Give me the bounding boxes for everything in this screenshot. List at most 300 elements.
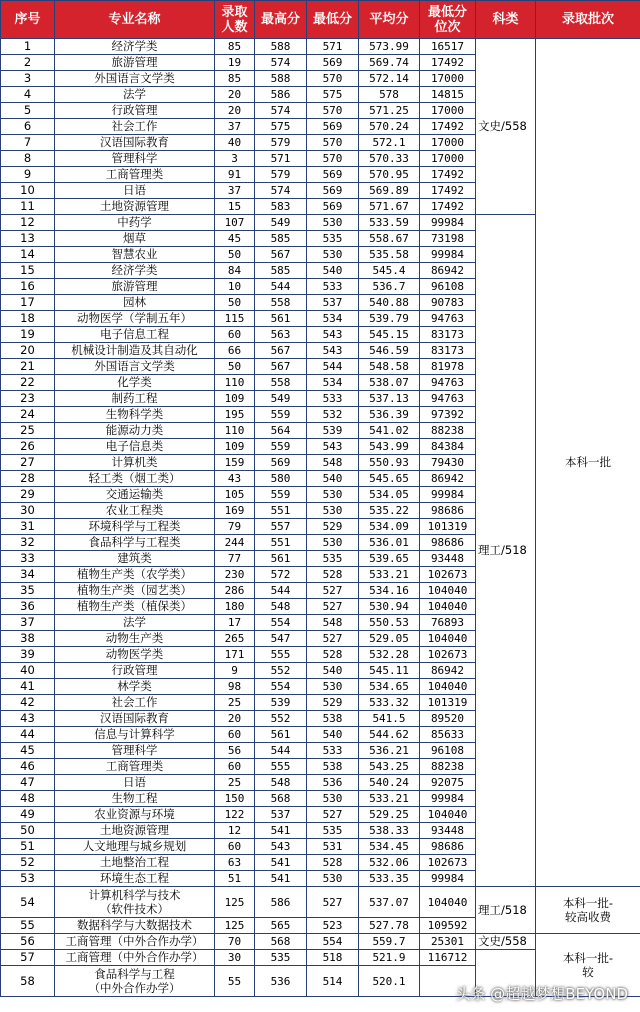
- row-admitted: 265: [215, 631, 255, 647]
- row-seq: 9: [1, 167, 55, 183]
- row-seq: 1: [1, 39, 55, 55]
- row-avg: 540.88: [359, 295, 420, 311]
- row-major: 行政管理: [55, 103, 215, 119]
- row-avg: 536.21: [359, 743, 420, 759]
- row-min: 554: [307, 934, 359, 950]
- row-seq: 40: [1, 663, 55, 679]
- row-admitted: 125: [215, 887, 255, 918]
- row-min: 533: [307, 391, 359, 407]
- row-min-rank: 17492: [420, 167, 476, 183]
- row-min: 530: [307, 679, 359, 695]
- row-major: 环境生态工程: [55, 871, 215, 887]
- row-admitted: 60: [215, 327, 255, 343]
- row-min: 532: [307, 407, 359, 423]
- row-major: 环境科学与工程类: [55, 519, 215, 535]
- row-min: 540: [307, 263, 359, 279]
- subject-wenshi-2: 文史/558: [476, 934, 536, 950]
- row-seq: 18: [1, 311, 55, 327]
- row-admitted: 115: [215, 311, 255, 327]
- row-min-rank: 98686: [420, 503, 476, 519]
- row-seq: 34: [1, 567, 55, 583]
- row-min-rank: 88238: [420, 759, 476, 775]
- row-avg: 570.24: [359, 119, 420, 135]
- row-max: 554: [255, 615, 307, 631]
- row-admitted: 77: [215, 551, 255, 567]
- row-min: 538: [307, 711, 359, 727]
- row-max: 579: [255, 167, 307, 183]
- row-major: 计算机类: [55, 455, 215, 471]
- row-admitted: 169: [215, 503, 255, 519]
- row-max: 579: [255, 135, 307, 151]
- row-min-rank: 17000: [420, 71, 476, 87]
- row-seq: 35: [1, 583, 55, 599]
- row-seq: 21: [1, 359, 55, 375]
- row-admitted: 40: [215, 135, 255, 151]
- row-min: 543: [307, 343, 359, 359]
- row-min-rank: 109592: [420, 918, 476, 934]
- row-max: 558: [255, 375, 307, 391]
- row-avg: 572.14: [359, 71, 420, 87]
- row-min-rank: 99984: [420, 247, 476, 263]
- row-seq: 50: [1, 823, 55, 839]
- row-min: 536: [307, 775, 359, 791]
- row-max: 554: [255, 679, 307, 695]
- row-major: 信息与计算科学: [55, 727, 215, 743]
- row-min-rank: 98686: [420, 839, 476, 855]
- row-major: 汉语国际教育: [55, 711, 215, 727]
- row-major: 日语: [55, 183, 215, 199]
- row-admitted: 25: [215, 775, 255, 791]
- row-seq: 8: [1, 151, 55, 167]
- row-seq: 19: [1, 327, 55, 343]
- row-avg: 536.01: [359, 535, 420, 551]
- row-admitted: 3: [215, 151, 255, 167]
- row-max: 541: [255, 823, 307, 839]
- row-avg: 539.65: [359, 551, 420, 567]
- row-avg: 545.15: [359, 327, 420, 343]
- row-avg: 537.07: [359, 887, 420, 918]
- batch-high-fee-2: 本科一批- 较: [536, 934, 640, 997]
- row-major: 旅游管理: [55, 279, 215, 295]
- row-min-rank: 16517: [420, 39, 476, 55]
- row-major: 工商管理（中外合作办学）: [55, 950, 215, 966]
- row-max: 551: [255, 503, 307, 519]
- row-min-rank: 104040: [420, 583, 476, 599]
- row-max: 588: [255, 39, 307, 55]
- row-min-rank: 98686: [420, 535, 476, 551]
- row-major: 化学类: [55, 375, 215, 391]
- row-avg: 532.28: [359, 647, 420, 663]
- row-max: 558: [255, 295, 307, 311]
- row-min-rank: 79430: [420, 455, 476, 471]
- batch-first: 本科一批: [536, 39, 640, 887]
- row-admitted: 50: [215, 295, 255, 311]
- row-admitted: 79: [215, 519, 255, 535]
- row-min-rank: 99984: [420, 487, 476, 503]
- row-major: 行政管理: [55, 663, 215, 679]
- row-major: 计算机科学与技术 （软件技术）: [55, 887, 215, 918]
- row-min-rank: 97392: [420, 407, 476, 423]
- row-avg: 573.99: [359, 39, 420, 55]
- row-min: 575: [307, 87, 359, 103]
- row-min-rank: 101319: [420, 695, 476, 711]
- row-min: 529: [307, 519, 359, 535]
- row-major: 工商管理类: [55, 167, 215, 183]
- row-min: 527: [307, 599, 359, 615]
- row-seq: 32: [1, 535, 55, 551]
- row-avg: 534.09: [359, 519, 420, 535]
- header-admitted: 录取 人数: [215, 1, 255, 39]
- row-major: 外国语言文学类: [55, 71, 215, 87]
- row-min: 530: [307, 791, 359, 807]
- header-avg: 平均分: [359, 1, 420, 39]
- row-min-rank: 90783: [420, 295, 476, 311]
- row-major: 中药学: [55, 215, 215, 231]
- row-min: 530: [307, 871, 359, 887]
- subject-ligong-2: 理工/518: [476, 887, 536, 934]
- row-min: 570: [307, 135, 359, 151]
- row-major: 农业资源与环境: [55, 807, 215, 823]
- row-min: 548: [307, 455, 359, 471]
- row-min: 528: [307, 567, 359, 583]
- row-seq: 48: [1, 791, 55, 807]
- row-major: 植物生产类（园艺类）: [55, 583, 215, 599]
- row-seq: 24: [1, 407, 55, 423]
- row-min: 533: [307, 743, 359, 759]
- row-seq: 5: [1, 103, 55, 119]
- row-seq: 2: [1, 55, 55, 71]
- row-avg: 578: [359, 87, 420, 103]
- row-min-rank: 88238: [420, 423, 476, 439]
- row-avg: 545.11: [359, 663, 420, 679]
- row-seq: 6: [1, 119, 55, 135]
- row-min: 527: [307, 807, 359, 823]
- row-avg: 571.25: [359, 103, 420, 119]
- row-max: 586: [255, 887, 307, 918]
- row-major: 农业工程类: [55, 503, 215, 519]
- row-max: 561: [255, 551, 307, 567]
- row-min: 530: [307, 503, 359, 519]
- row-seq: 43: [1, 711, 55, 727]
- row-max: 549: [255, 391, 307, 407]
- row-avg: 540.24: [359, 775, 420, 791]
- row-major: 轻工类（烟工类）: [55, 471, 215, 487]
- row-min: 548: [307, 615, 359, 631]
- row-min-rank: 93448: [420, 551, 476, 567]
- row-admitted: 110: [215, 423, 255, 439]
- row-major: 经济学类: [55, 39, 215, 55]
- row-min-rank: 83173: [420, 327, 476, 343]
- row-major: 食品科学与工程类: [55, 535, 215, 551]
- row-avg: 533.21: [359, 791, 420, 807]
- row-admitted: 56: [215, 743, 255, 759]
- row-admitted: 51: [215, 871, 255, 887]
- row-admitted: 10: [215, 279, 255, 295]
- row-min: 540: [307, 471, 359, 487]
- subject-wenshi: 文史/558: [476, 39, 536, 215]
- row-seq: 37: [1, 615, 55, 631]
- row-admitted: 60: [215, 759, 255, 775]
- row-major: 工商管理（中外合作办学）: [55, 934, 215, 950]
- header-subject: 科类: [476, 1, 536, 39]
- row-min-rank: 89520: [420, 711, 476, 727]
- row-max: 544: [255, 743, 307, 759]
- row-max: 555: [255, 759, 307, 775]
- row-min-rank: 93448: [420, 823, 476, 839]
- subject-ligong: 理工/518: [476, 215, 536, 887]
- row-seq: 51: [1, 839, 55, 855]
- row-seq: 38: [1, 631, 55, 647]
- row-min: 569: [307, 183, 359, 199]
- row-seq: 49: [1, 807, 55, 823]
- row-min: 527: [307, 631, 359, 647]
- row-avg: 550.93: [359, 455, 420, 471]
- row-avg: 530.94: [359, 599, 420, 615]
- row-seq: 30: [1, 503, 55, 519]
- row-major: 植物生产类（农学类）: [55, 567, 215, 583]
- row-avg: 529.05: [359, 631, 420, 647]
- row-min-rank: 76893: [420, 615, 476, 631]
- row-major: 动物医学类: [55, 647, 215, 663]
- row-min: 543: [307, 439, 359, 455]
- row-avg: 532.06: [359, 855, 420, 871]
- watermark: 头条 @超越梦想BEYOND: [455, 985, 628, 1003]
- row-avg: 570.95: [359, 167, 420, 183]
- header-min-rank: 最低分 位次: [420, 1, 476, 39]
- header-major: 专业名称: [55, 1, 215, 39]
- row-min-rank: 104040: [420, 807, 476, 823]
- row-admitted: 63: [215, 855, 255, 871]
- row-max: 552: [255, 663, 307, 679]
- row-max: 585: [255, 231, 307, 247]
- row-avg: 545.65: [359, 471, 420, 487]
- row-seq: 14: [1, 247, 55, 263]
- row-major: 经济学类: [55, 263, 215, 279]
- row-max: 567: [255, 247, 307, 263]
- row-min-rank: 104040: [420, 887, 476, 918]
- row-seq: 22: [1, 375, 55, 391]
- row-max: 564: [255, 423, 307, 439]
- row-admitted: 150: [215, 791, 255, 807]
- row-admitted: 85: [215, 71, 255, 87]
- header-max: 最高分: [255, 1, 307, 39]
- row-avg: 533.59: [359, 215, 420, 231]
- row-max: 559: [255, 439, 307, 455]
- row-seq: 23: [1, 391, 55, 407]
- row-major: 数据科学与大数据技术: [55, 918, 215, 934]
- row-major: 制药工程: [55, 391, 215, 407]
- row-major: 园林: [55, 295, 215, 311]
- row-seq: 11: [1, 199, 55, 215]
- row-admitted: 180: [215, 599, 255, 615]
- row-min-rank: 102673: [420, 855, 476, 871]
- row-admitted: 66: [215, 343, 255, 359]
- row-min: 535: [307, 231, 359, 247]
- row-avg: 571.67: [359, 199, 420, 215]
- row-max: 571: [255, 151, 307, 167]
- row-max: 574: [255, 183, 307, 199]
- row-avg: 534.16: [359, 583, 420, 599]
- batch-high-fee: 本科一批- 较高收费: [536, 887, 640, 934]
- row-avg: 559.7: [359, 934, 420, 950]
- row-major: 法学: [55, 87, 215, 103]
- row-admitted: 230: [215, 567, 255, 583]
- row-major: 动物医学（学制五年）: [55, 311, 215, 327]
- row-max: 586: [255, 87, 307, 103]
- row-min-rank: 116712: [420, 950, 476, 966]
- row-admitted: 30: [215, 950, 255, 966]
- row-min: 570: [307, 103, 359, 119]
- row-major: 电子信息工程: [55, 327, 215, 343]
- row-min-rank: 86942: [420, 663, 476, 679]
- row-min: 543: [307, 327, 359, 343]
- row-admitted: 84: [215, 263, 255, 279]
- row-seq: 52: [1, 855, 55, 871]
- row-avg: 534.65: [359, 679, 420, 695]
- row-min: 527: [307, 887, 359, 918]
- row-admitted: 55: [215, 966, 255, 997]
- row-admitted: 109: [215, 439, 255, 455]
- table-row: [1, 39, 640, 55]
- row-min-rank: 96108: [420, 279, 476, 295]
- row-major: 动物生产类: [55, 631, 215, 647]
- row-seq: 15: [1, 263, 55, 279]
- row-major: 烟草: [55, 231, 215, 247]
- row-min: 528: [307, 855, 359, 871]
- row-admitted: 109: [215, 391, 255, 407]
- row-admitted: 37: [215, 183, 255, 199]
- row-major: 管理科学: [55, 151, 215, 167]
- row-max: 588: [255, 71, 307, 87]
- row-min: 570: [307, 71, 359, 87]
- row-max: 541: [255, 871, 307, 887]
- row-min: 531: [307, 839, 359, 855]
- row-admitted: 105: [215, 487, 255, 503]
- row-min-rank: 17492: [420, 199, 476, 215]
- row-avg: 529.25: [359, 807, 420, 823]
- row-max: 565: [255, 918, 307, 934]
- row-min: 569: [307, 167, 359, 183]
- row-min: 534: [307, 311, 359, 327]
- row-min-rank: 102673: [420, 647, 476, 663]
- row-avg: 533.21: [359, 567, 420, 583]
- row-seq: 47: [1, 775, 55, 791]
- row-seq: 41: [1, 679, 55, 695]
- row-admitted: 50: [215, 359, 255, 375]
- row-avg: 541.02: [359, 423, 420, 439]
- row-admitted: 20: [215, 103, 255, 119]
- row-admitted: 45: [215, 231, 255, 247]
- row-min: 533: [307, 279, 359, 295]
- row-admitted: 70: [215, 934, 255, 950]
- row-max: 552: [255, 711, 307, 727]
- row-min: 537: [307, 295, 359, 311]
- row-major: 工商管理类: [55, 759, 215, 775]
- row-max: 567: [255, 343, 307, 359]
- row-min-rank: 17492: [420, 183, 476, 199]
- row-major: 机械设计制造及其自动化: [55, 343, 215, 359]
- row-min: 518: [307, 950, 359, 966]
- row-min-rank: 99984: [420, 215, 476, 231]
- row-max: 544: [255, 583, 307, 599]
- row-min: 523: [307, 918, 359, 934]
- row-seq: 29: [1, 487, 55, 503]
- row-avg: 570.33: [359, 151, 420, 167]
- row-admitted: 60: [215, 727, 255, 743]
- row-seq: 54: [1, 887, 55, 918]
- row-admitted: 195: [215, 407, 255, 423]
- row-avg: 569.74: [359, 55, 420, 71]
- row-major: 土地整治工程: [55, 855, 215, 871]
- row-max: 557: [255, 519, 307, 535]
- row-seq: 10: [1, 183, 55, 199]
- row-seq: 28: [1, 471, 55, 487]
- row-seq: 16: [1, 279, 55, 295]
- row-min-rank: 102673: [420, 567, 476, 583]
- row-seq: 17: [1, 295, 55, 311]
- row-avg: 544.62: [359, 727, 420, 743]
- header-min: 最低分: [307, 1, 359, 39]
- row-seq: 56: [1, 934, 55, 950]
- row-avg: 534.45: [359, 839, 420, 855]
- row-major: 林学类: [55, 679, 215, 695]
- row-avg: 527.78: [359, 918, 420, 934]
- table-row: [1, 934, 640, 950]
- row-avg: 572.1: [359, 135, 420, 151]
- row-min: 569: [307, 55, 359, 71]
- row-max: 537: [255, 807, 307, 823]
- row-major: 管理科学: [55, 743, 215, 759]
- row-avg: 558.67: [359, 231, 420, 247]
- table-row: [1, 887, 640, 918]
- row-min-rank: 104040: [420, 631, 476, 647]
- row-avg: 541.5: [359, 711, 420, 727]
- row-min-rank: 14815: [420, 87, 476, 103]
- row-admitted: 171: [215, 647, 255, 663]
- row-major: 生物工程: [55, 791, 215, 807]
- row-seq: 13: [1, 231, 55, 247]
- row-min-rank: 104040: [420, 599, 476, 615]
- row-major: 电子信息类: [55, 439, 215, 455]
- row-seq: 45: [1, 743, 55, 759]
- row-min-rank: 99984: [420, 871, 476, 887]
- row-max: 543: [255, 839, 307, 855]
- row-major: 智慧农业: [55, 247, 215, 263]
- row-max: 541: [255, 855, 307, 871]
- row-admitted: 60: [215, 839, 255, 855]
- row-min-rank: 94763: [420, 375, 476, 391]
- row-avg: 537.13: [359, 391, 420, 407]
- row-admitted: 98: [215, 679, 255, 695]
- row-seq: 3: [1, 71, 55, 87]
- row-max: 561: [255, 727, 307, 743]
- row-major: 日语: [55, 775, 215, 791]
- row-avg: 536.39: [359, 407, 420, 423]
- row-seq: 36: [1, 599, 55, 615]
- row-seq: 55: [1, 918, 55, 934]
- row-seq: 44: [1, 727, 55, 743]
- row-min: 514: [307, 966, 359, 997]
- row-min-rank: 86942: [420, 471, 476, 487]
- row-max: 585: [255, 263, 307, 279]
- row-major: 生物科学类: [55, 407, 215, 423]
- row-major: 能源动力类: [55, 423, 215, 439]
- row-major: 旅游管理: [55, 55, 215, 71]
- row-major: 社会工作: [55, 695, 215, 711]
- row-avg: 533.32: [359, 695, 420, 711]
- row-min-rank: 83173: [420, 343, 476, 359]
- row-max: 536: [255, 966, 307, 997]
